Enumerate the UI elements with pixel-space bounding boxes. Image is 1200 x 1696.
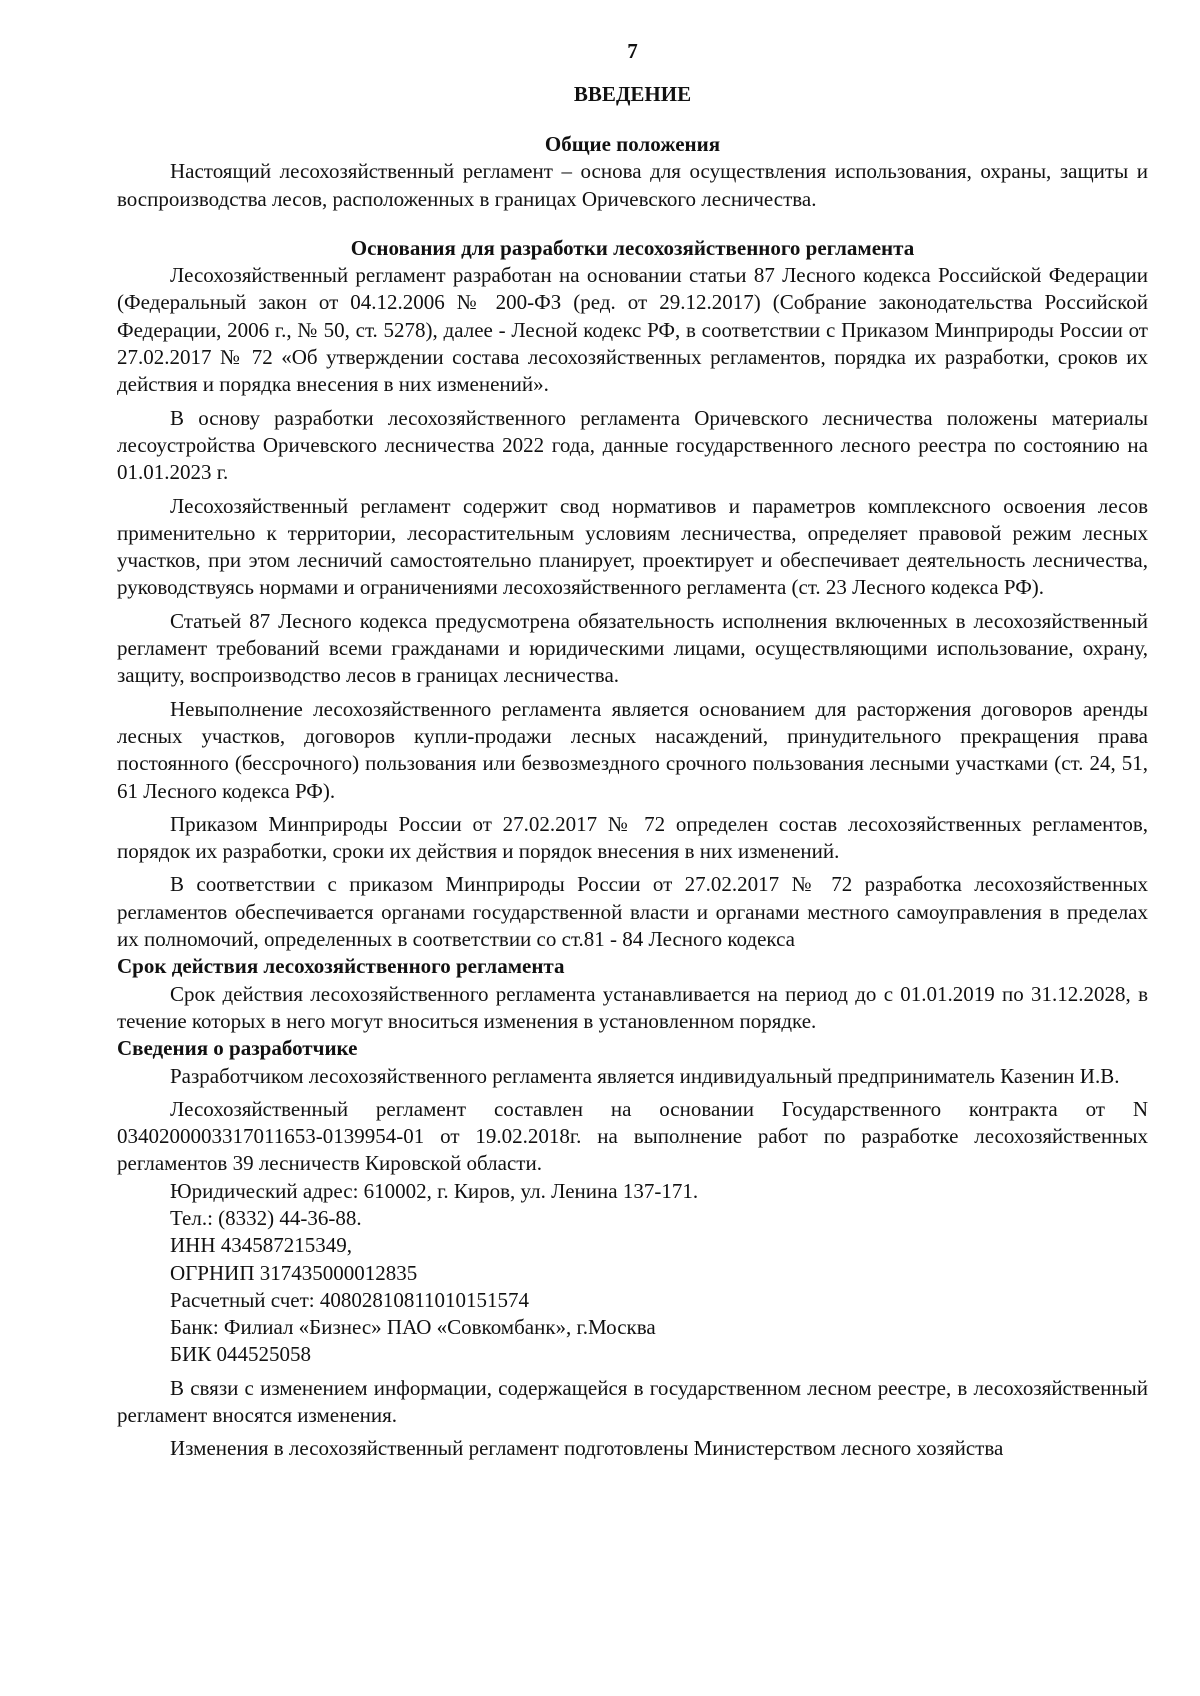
page-number: 7: [627, 39, 638, 63]
paragraph-developer-4: Изменения в лесохозяйственный регламент подготовлены Министерством лесного хозяйства: [170, 1436, 1004, 1461]
paragraph-basis-3: Лесохозяйственный регламент содержит свод нормативов и параметров комплексного освоения лесов применительно к территории, лесорастительным условиям лесничества, определяет правовой режим лесных участков, при этом лесничий самостоятельно планирует, проектирует и обеспечивает деятельность лесничества, руководствуясь нормами и ограничениями лесохозяйственного регламента (ст. 23 Лесного кодекса РФ).: [117, 493, 1148, 600]
paragraph-developer-3: В связи с изменением информации, содержащейся в государственном лесном реестре, в лесохозяйственный регламент вносятся изменения.: [117, 1375, 1148, 1428]
section-title-term: Срок действия лесохозяйственного регламента: [117, 954, 565, 979]
paragraph-term-1: Срок действия лесохозяйственного регламента устанавливается на период до с 01.01.2019 по 31.12.2028, в течение которых в него могут вноситься изменения в установленном порядке.: [117, 981, 1148, 1033]
section-title-developer: Сведения о разработчике: [117, 1036, 358, 1061]
paragraph-general-1: Настоящий лесохозяйственный регламент – основа для осуществления использования, охраны, защиты и воспроизводства лесов, расположенных в границах Оричевского лесничества.: [117, 159, 1148, 211]
paragraph-developer-1: Разработчиком лесохозяйственного регламента является индивидуальный предприниматель Казенин И.В.: [170, 1063, 1120, 1088]
developer-bank: Банк: Филиал «Бизнес» ПАО «Совкомбанк», г.Москва: [170, 1315, 656, 1340]
section-title-basis: Основания для разработки лесохозяйственного регламента: [350, 235, 915, 260]
developer-ogrnip: ОГРНИП 317435000012835: [170, 1260, 418, 1285]
paragraph-basis-5: Невыполнение лесохозяйственного регламента является основанием для расторжения договоров аренды лесных участков, договоров купли-продажи лесных насаждений, принудительного прекращения права постоянного (бессрочного) пользования или безвозмездного срочного пользования лесными участками (ст. 24, 51, 61 Лесного кодекса РФ).: [117, 696, 1148, 803]
developer-address: Юридический адрес: 610002, г. Киров, ул. Ленина 137-171.: [170, 1178, 699, 1203]
paragraph-basis-6: Приказом Минприроды России от 27.02.2017 № 72 определен состав лесохозяйственных регламентов, порядок их разработки, сроки их действия и порядок внесения в них изменений.: [117, 811, 1148, 864]
developer-account: Расчетный счет: 40802810811010151574: [170, 1287, 530, 1312]
paragraph-basis-2: В основу разработки лесохозяйственного регламента Оричевского лесничества положены материалы лесоустройства Оричевского лесничества 2022 года, данные государственного лесного реестра по состоянию на 01.01.2023 г.: [117, 405, 1148, 485]
paragraph-basis-1: Лесохозяйственный регламент разработан на основании статьи 87 Лесного кодекса Российской Федерации (Федеральный закон от 04.12.2006 № 200-ФЗ (ред. от 29.12.2017) (Собрание законодательства Российской Федерации, 2006 г., № 50, ст. 5278), далее - Лесной кодекс РФ, в соответствии с Приказом Минприроды России от 27.02.2017 № 72 «Об утверждении состава лесохозяйственных регламентов, порядка их разработки, сроков их действия и порядка внесения в них изменений».: [117, 263, 1148, 397]
developer-phone: Тел.: (8332) 44-36-88.: [170, 1205, 362, 1230]
paragraph-developer-2: Лесохозяйственный регламент составлен на основании Государственного контракта от N 0340200003317011653-0139954-01 от 19.02.2018г. на выполнение работ по разработке лесохозяйственных регламентов 39 лесничеств Кировской области.: [117, 1096, 1148, 1176]
developer-inn: ИНН 434587215349,: [170, 1233, 352, 1258]
developer-bik: БИК 044525058: [170, 1342, 311, 1367]
paragraph-basis-7: В соответствии с приказом Минприроды России от 27.02.2017 № 72 разработка лесохозяйственных регламентов обеспечивается органами государственной власти и органами местного самоуправления в пределах их полномочий, определенных в соответствии со ст.81 - 84 Лесного кодекса: [117, 872, 1148, 952]
main-heading: ВВЕДЕНИЕ: [573, 82, 692, 106]
paragraph-basis-4: Статьей 87 Лесного кодекса предусмотрена обязательность исполнения включенных в лесохозяйственный регламент требований всеми гражданами и юридическими лицами, осуществляющими использование, охрану, защиту, воспроизводство лесов в границах лесничества.: [117, 608, 1148, 688]
section-title-general: Общие положения: [544, 132, 721, 156]
